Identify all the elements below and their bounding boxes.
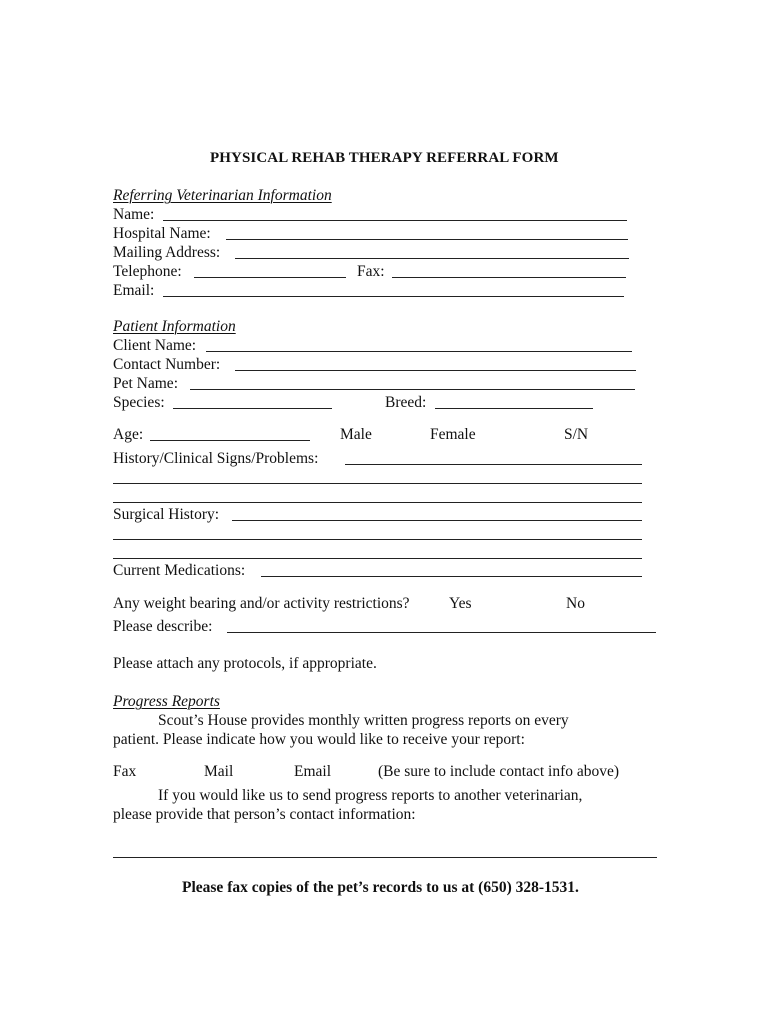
telephone-field[interactable] [194, 277, 346, 278]
please-describe-label: Please describe: [113, 618, 213, 635]
hospital-name-field[interactable] [226, 239, 628, 240]
pet-name-label: Pet Name: [113, 375, 178, 392]
report-options-note: (Be sure to include contact info above) [378, 763, 620, 780]
report-option-fax[interactable]: Fax [113, 763, 137, 780]
other-vet-paragraph-line-2: please provide that person’s contact information: [113, 806, 416, 823]
sex-option-sn[interactable]: S/N [564, 426, 589, 443]
pet-name-field[interactable] [190, 389, 635, 390]
contact-number-label: Contact Number: [113, 356, 221, 373]
history-label: History/Clinical Signs/Problems: [113, 450, 319, 467]
telephone-label: Telephone: [113, 263, 182, 280]
email-label: Email: [113, 282, 155, 299]
email-field[interactable] [163, 296, 624, 297]
surgical-history-label: Surgical History: [113, 506, 220, 523]
attach-protocols-text: Please attach any protocols, if appropriate. [113, 655, 377, 672]
sex-option-male[interactable]: Male [340, 426, 372, 443]
please-describe-field[interactable] [227, 632, 656, 633]
progress-paragraph-line-2: patient. Please indicate how you would like to receive your report: [113, 731, 525, 748]
history-field-line-2[interactable] [113, 483, 642, 484]
other-vet-paragraph-line-1: If you would like us to send progress reports to another veterinarian, [158, 787, 583, 804]
species-field[interactable] [173, 408, 332, 409]
current-medications-field[interactable] [261, 576, 642, 577]
patient-section-heading: Patient Information [113, 318, 236, 335]
restrictions-no-option[interactable]: No [566, 595, 585, 612]
client-name-label: Client Name: [113, 337, 197, 354]
report-option-email[interactable]: Email [294, 763, 332, 780]
history-field-line-3[interactable] [113, 502, 642, 503]
mailing-address-label: Mailing Address: [113, 244, 221, 261]
breed-label: Breed: [385, 394, 427, 411]
report-option-mail[interactable]: Mail [204, 763, 234, 780]
age-label: Age: [113, 426, 144, 443]
surgical-history-field-line-2[interactable] [113, 539, 642, 540]
progress-paragraph-line-1: Scout’s House provides monthly written progress reports on every [158, 712, 569, 729]
progress-section-heading: Progress Reports [113, 693, 220, 710]
fax-field[interactable] [392, 277, 626, 278]
breed-field[interactable] [435, 408, 593, 409]
age-field[interactable] [150, 440, 310, 441]
fax-records-note: Please fax copies of the pet’s records to us at (650) 328-1531. [182, 879, 579, 896]
restrictions-question: Any weight bearing and/or activity restrictions? [113, 595, 410, 612]
fax-label: Fax: [357, 263, 385, 280]
other-vet-contact-field[interactable] [113, 857, 657, 858]
history-field-line-1[interactable] [345, 464, 642, 465]
surgical-history-field-line-1[interactable] [232, 520, 642, 521]
mailing-address-field[interactable] [235, 258, 629, 259]
contact-number-field[interactable] [235, 370, 636, 371]
restrictions-yes-option[interactable]: Yes [449, 595, 472, 612]
client-name-field[interactable] [206, 351, 632, 352]
surgical-history-field-line-3[interactable] [113, 558, 642, 559]
name-field[interactable] [163, 220, 627, 221]
current-medications-label: Current Medications: [113, 562, 246, 579]
hospital-name-label: Hospital Name: [113, 225, 211, 242]
name-label: Name: [113, 206, 155, 223]
sex-option-female[interactable]: Female [430, 426, 476, 443]
species-label: Species: [113, 394, 165, 411]
form-title: PHYSICAL REHAB THERAPY REFERRAL FORM [210, 150, 559, 166]
referring-section-heading: Referring Veterinarian Information [113, 187, 332, 204]
